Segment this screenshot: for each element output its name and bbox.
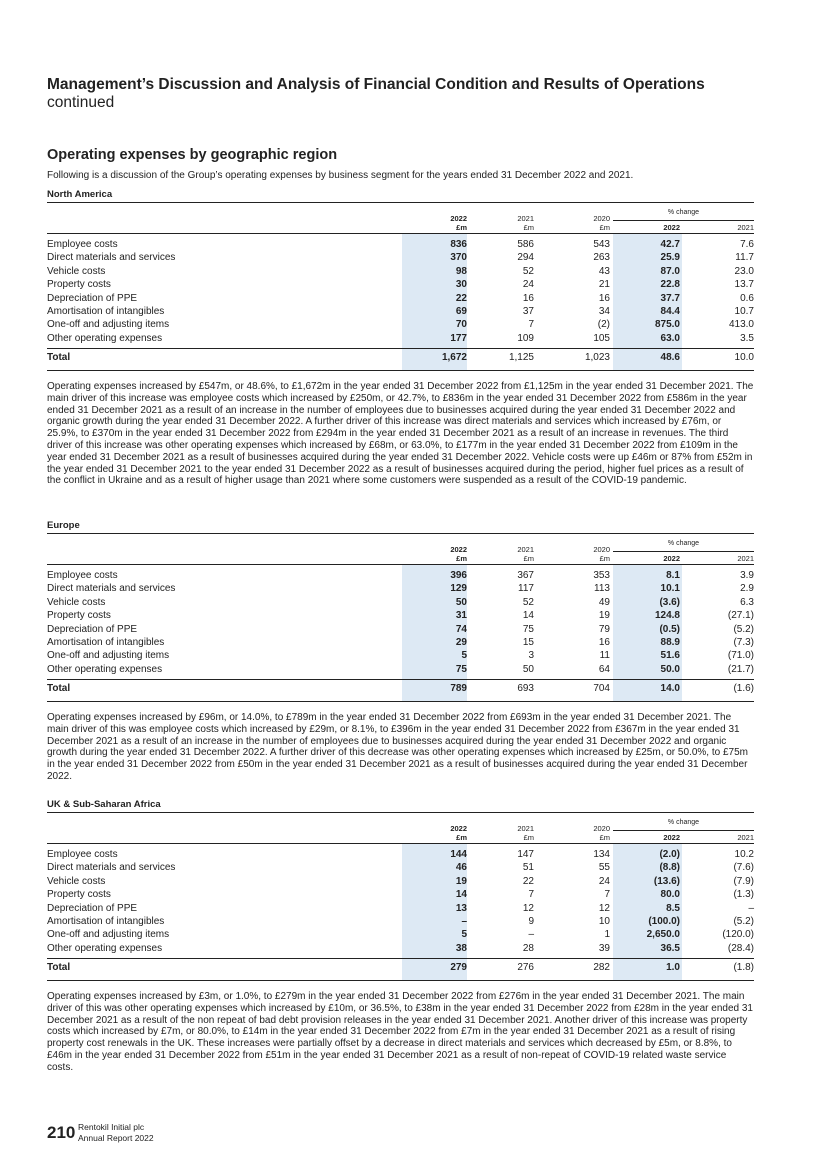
total-rule <box>47 679 754 680</box>
cell-pct-2021: (71.0) <box>727 650 754 662</box>
total-2022: 789 <box>450 683 467 694</box>
cell-pct-2022: 84.4 <box>660 305 680 317</box>
total-label: Total <box>47 352 71 363</box>
total-pct-2021: (1.6) <box>733 683 754 694</box>
page-title: Management’s Discussion and Analysis of Financial Condition and Results of Operations <box>47 76 705 93</box>
cell-2022: 396 <box>450 570 467 581</box>
expense-table <box>47 534 754 702</box>
col-header-2020 <box>593 545 610 563</box>
cell-2020: 79 <box>598 623 610 635</box>
company-name: Rentokil Initial plc <box>78 1122 145 1132</box>
table-row <box>47 238 754 251</box>
table-row <box>47 609 754 622</box>
cell-2022: 13 <box>455 902 467 914</box>
cell-pct-2022: (0.5) <box>659 623 680 635</box>
col-header-pct-2021: 2021 <box>737 833 754 842</box>
cell-2021: 147 <box>517 849 534 860</box>
col-header-2021-unit: £m <box>523 223 534 232</box>
cell-pct-2022: 2,650.0 <box>646 929 680 941</box>
cell-pct-2022: 37.7 <box>660 292 680 304</box>
col-header-2020-unit: £m <box>599 554 610 563</box>
footer-company <box>78 1122 154 1144</box>
total-row <box>47 682 754 696</box>
cell-2022: 69 <box>455 305 467 317</box>
cell-pct-2022: 25.9 <box>660 252 680 264</box>
cell-pct-2022: 22.8 <box>660 279 680 291</box>
page-number: 210 <box>47 1123 76 1142</box>
table-row <box>47 663 754 676</box>
cell-2021: 37 <box>522 305 534 317</box>
row-label: Direct materials and services <box>47 583 176 595</box>
table-row <box>47 582 754 595</box>
row-label: Other operating expenses <box>47 663 163 675</box>
cell-pct-2022: (13.6) <box>653 875 680 887</box>
total-pct-2022: 1.0 <box>666 962 680 973</box>
table-row <box>47 569 754 582</box>
expense-table <box>47 813 754 981</box>
row-label: One-off and adjusting items <box>47 650 170 662</box>
row-label: Direct materials and services <box>47 252 176 264</box>
cell-2021: 12 <box>522 902 534 914</box>
cell-2021: 16 <box>522 292 534 304</box>
cell-pct-2022: 8.1 <box>666 570 680 581</box>
cell-pct-2022: 875.0 <box>654 319 680 331</box>
cell-2021: 15 <box>522 636 534 648</box>
row-label: Property costs <box>47 279 111 291</box>
page-subtitle: continued <box>47 94 115 111</box>
col-header-2022 <box>450 824 467 842</box>
cell-2021: 9 <box>528 915 534 927</box>
cell-2022: 30 <box>455 279 467 291</box>
total-2021: 276 <box>517 962 534 973</box>
total-pct-2022: 48.6 <box>660 352 680 363</box>
col-header-2022-unit: £m <box>456 554 467 563</box>
cell-2020: 43 <box>598 265 610 277</box>
cell-pct-2021: 413.0 <box>728 319 754 331</box>
cell-2021: 109 <box>517 332 534 344</box>
table-row <box>47 649 754 662</box>
region-paragraph: Operating expenses increased by £3m, or 1.0%, to £279m in the year ended 31 December 2022 from £276m in the year ended 31 December 2021. The main driver of this was other operating expenses which increased by £10m, or 36.5%, to £38m in the year ended 31 December 2022 from £28m in the year ended 31 December 2021 as a result of the non repeat of bad debt provision releases in the year ended 31 December 2021. Another driver of this increase was property costs which increased by £7m, or 80.0%, to £14m in the year ended 31 December 2022 from £7m in the year ended 31 December 2021 as a result of rising property cost renewals in the UK. These increases were partially offset by a decrease in direct materials and services which decreased by £5m, or 8.8%, to £46m in the year ended 31 December 2022 from £51m in the year ended 31 December 2021 as a result of non-repeat of COVID-19 related waste service costs. <box>47 991 753 1073</box>
row-label: Amortisation of intangibles <box>47 636 165 648</box>
cell-pct-2021: (5.2) <box>733 623 754 635</box>
col-header-2022-year: 2022 <box>450 824 467 833</box>
total-2022: 279 <box>450 962 467 973</box>
row-label: Amortisation of intangibles <box>47 305 165 317</box>
cell-2020: 12 <box>598 902 610 914</box>
cell-2021: 7 <box>528 889 534 901</box>
col-header-pct-2022: 2022 <box>663 833 680 842</box>
cell-2022: 144 <box>450 849 467 860</box>
report-name: Annual Report 2022 <box>78 1133 154 1143</box>
row-label: Depreciation of PPE <box>47 623 138 635</box>
cell-pct-2021: 11.7 <box>735 252 754 264</box>
table-row <box>47 888 754 901</box>
cell-2020: 11 <box>599 650 610 662</box>
cell-2021: 294 <box>517 252 534 264</box>
cell-2020: 7 <box>604 889 610 901</box>
cell-2021: 50 <box>522 663 534 675</box>
cell-2020: 134 <box>593 849 610 860</box>
cell-pct-2021: – <box>748 902 754 914</box>
header-rule <box>47 843 754 844</box>
cell-2020: 353 <box>593 570 610 581</box>
col-header-2021 <box>517 214 534 232</box>
table-row <box>47 636 754 649</box>
cell-2021: 75 <box>522 623 534 635</box>
table-row <box>47 928 754 941</box>
total-2020: 704 <box>593 683 610 694</box>
col-header-2022-year: 2022 <box>450 214 467 223</box>
cell-2020: 24 <box>598 875 610 887</box>
cell-2020: 1 <box>604 929 610 941</box>
table-body <box>47 238 754 345</box>
cell-2021: 7 <box>528 319 534 331</box>
cell-pct-2021: 13.7 <box>734 279 754 291</box>
col-header-2022-year: 2022 <box>450 545 467 554</box>
row-label: Employee costs <box>47 570 118 581</box>
pct-change-header: % change <box>667 819 700 826</box>
cell-2022: 98 <box>455 265 467 277</box>
cell-2022: 14 <box>455 889 467 901</box>
table-row <box>47 318 754 331</box>
cell-2022: 19 <box>455 875 467 887</box>
cell-pct-2021: (120.0) <box>722 929 754 941</box>
cell-pct-2022: (8.8) <box>659 862 680 874</box>
cell-2021: 28 <box>522 942 534 954</box>
col-header-pct-2022: 2022 <box>663 223 680 232</box>
row-label: Property costs <box>47 889 111 901</box>
cell-pct-2021: 3.5 <box>740 332 754 344</box>
cell-2021: 3 <box>528 650 534 662</box>
cell-2020: 105 <box>593 332 610 344</box>
cell-2021: 14 <box>522 610 534 622</box>
cell-2021: 51 <box>522 862 534 874</box>
col-header-2020 <box>593 214 610 232</box>
cell-pct-2022: 51.6 <box>660 650 680 662</box>
cell-pct-2021: (28.4) <box>727 942 754 954</box>
col-header-pct-2022: 2022 <box>663 554 680 563</box>
cell-2020: 10 <box>598 915 610 927</box>
table-row <box>47 848 754 861</box>
col-header-pct-2021: 2021 <box>737 554 754 563</box>
cell-pct-2021: 23.0 <box>734 265 754 277</box>
total-2020: 282 <box>593 962 610 973</box>
row-label: One-off and adjusting items <box>47 929 170 941</box>
table-body <box>47 569 754 676</box>
cell-2022: 70 <box>455 319 467 331</box>
cell-2020: 34 <box>598 305 610 317</box>
table-row <box>47 278 754 291</box>
row-label: Depreciation of PPE <box>47 292 138 304</box>
cell-pct-2022: 63.0 <box>660 332 680 344</box>
cell-2022: – <box>461 915 467 927</box>
col-header-2021 <box>517 824 534 842</box>
table-row <box>47 915 754 928</box>
header-rule <box>47 233 754 234</box>
pct-change-header: % change <box>667 209 700 216</box>
col-header-2022-unit: £m <box>456 833 467 842</box>
total-label: Total <box>47 683 71 694</box>
col-header-2022-unit: £m <box>456 223 467 232</box>
pct-change-rule <box>613 551 754 552</box>
cell-2022: 38 <box>455 942 467 954</box>
cell-2021: 24 <box>522 279 534 291</box>
col-header-2022 <box>450 214 467 232</box>
cell-2022: 129 <box>450 583 467 595</box>
cell-pct-2022: 42.7 <box>660 239 680 250</box>
total-pct-2021: (1.8) <box>733 962 754 973</box>
row-label: Depreciation of PPE <box>47 902 138 914</box>
expense-table <box>47 203 754 371</box>
section-title: Operating expenses by geographic region <box>47 147 338 163</box>
region-section <box>47 189 754 487</box>
cell-2021: 586 <box>517 239 534 250</box>
col-header-2020-year: 2020 <box>593 545 610 554</box>
cell-pct-2022: 10.1 <box>660 583 680 595</box>
section-intro: Following is a discussion of the Group’s operating expenses by business segment for the years ended 31 December 2022 and 2021. <box>47 170 634 181</box>
table-row <box>47 942 754 955</box>
cell-pct-2021: 6.3 <box>740 596 754 608</box>
cell-2022: 31 <box>455 610 467 622</box>
row-label: Direct materials and services <box>47 862 176 874</box>
total-label: Total <box>47 962 71 973</box>
row-label: Employee costs <box>47 849 118 860</box>
cell-pct-2022: 88.9 <box>660 636 680 648</box>
region-section <box>47 520 754 782</box>
cell-2022: 370 <box>450 252 467 264</box>
total-pct-2022: 14.0 <box>660 683 680 694</box>
cell-2020: 21 <box>598 279 610 291</box>
cell-2021: 52 <box>522 265 534 277</box>
cell-2022: 75 <box>455 663 467 675</box>
cell-2020: 64 <box>598 663 610 675</box>
pct-change-header: % change <box>667 540 700 547</box>
region-title: Europe <box>47 520 80 531</box>
table-body <box>47 848 754 955</box>
bottom-rule <box>47 701 754 702</box>
table-row <box>47 875 754 888</box>
col-header-2020 <box>593 824 610 842</box>
cell-2021: 117 <box>518 583 534 595</box>
total-2021: 693 <box>517 683 534 694</box>
col-header-2021-unit: £m <box>523 833 534 842</box>
table-row <box>47 861 754 874</box>
cell-2022: 74 <box>455 623 467 635</box>
col-header-2020-unit: £m <box>599 223 610 232</box>
total-2020: 1,023 <box>584 352 610 363</box>
cell-2020: 49 <box>598 596 610 608</box>
bottom-rule <box>47 980 754 981</box>
table-row <box>47 305 754 318</box>
cell-2022: 836 <box>450 239 467 250</box>
cell-pct-2021: 7.6 <box>740 239 754 250</box>
col-header-2020-year: 2020 <box>593 824 610 833</box>
region-paragraph: Operating expenses increased by £96m, or 14.0%, to £789m in the year ended 31 December 2022 from £693m in the year ended 31 December 2021. The main driver of this was employee costs which increased by £29m, or 8.1%, to £396m in the year ended 31 December 2022 from £367m in the year ended 31 December 2021 as a result of an increase in the number of employees due to businesses acquired during the year ended 31 December 2022 and organic growth during the year ended 31 December 2022. A further driver of this decrease was other operating expenses which increased by £25m, or 50.0%, to £75m in the year ended 31 December 2022 from £50m in the year ended 31 December 2021 as a result of businesses acquired during the year ended 31 December 2022. <box>47 712 748 782</box>
row-label: Other operating expenses <box>47 942 163 954</box>
region-title: North America <box>47 189 113 200</box>
cell-2022: 50 <box>455 596 467 608</box>
cell-pct-2022: (2.0) <box>659 849 680 860</box>
col-header-2021-unit: £m <box>523 554 534 563</box>
cell-pct-2021: (27.1) <box>727 610 754 622</box>
cell-pct-2021: (7.9) <box>733 875 754 887</box>
table-row <box>47 623 754 636</box>
row-label: Other operating expenses <box>47 332 163 344</box>
cell-2022: 5 <box>461 929 467 941</box>
cell-pct-2022: (100.0) <box>648 915 680 927</box>
region-section <box>47 799 754 1073</box>
bottom-rule <box>47 370 754 371</box>
region-title: UK & Sub-Saharan Africa <box>47 799 161 810</box>
table-row <box>47 265 754 278</box>
cell-pct-2021: (1.3) <box>733 889 754 901</box>
row-label: Property costs <box>47 610 111 622</box>
col-header-2021-year: 2021 <box>517 824 534 833</box>
col-header-2020-year: 2020 <box>593 214 610 223</box>
cell-pct-2022: 87.0 <box>660 265 680 277</box>
cell-pct-2021: 10.7 <box>734 305 754 317</box>
total-rule <box>47 958 754 959</box>
table-row <box>47 332 754 345</box>
cell-pct-2022: 36.5 <box>660 942 680 954</box>
cell-2022: 46 <box>455 862 467 874</box>
row-label: Employee costs <box>47 239 118 250</box>
cell-pct-2021: (5.2) <box>733 915 754 927</box>
col-header-2021-year: 2021 <box>517 214 534 223</box>
cell-2021: 367 <box>517 570 534 581</box>
cell-2020: 16 <box>598 636 610 648</box>
table-row <box>47 292 754 305</box>
row-label: One-off and adjusting items <box>47 319 170 331</box>
cell-pct-2021: (21.7) <box>727 663 754 675</box>
cell-2021: 52 <box>522 596 534 608</box>
header-rule <box>47 564 754 565</box>
cell-pct-2021: 10.2 <box>734 849 754 860</box>
region-paragraph: Operating expenses increased by £547m, or 48.6%, to £1,672m in the year ended 31 December 2022 from £1,125m in the year ended 31 December 2021. The main driver of this increase was employee costs which increased by £250m, or 42.7%, to £836m in the year ended 31 December 2022 from £586m in the year ended 31 December 2021 as a result of an increase in the number of employees due to businesses acquired during the year ended 31 December 2022 and organic growth during the year ended 31 December 2022. A further driver of this increase was direct materials and services which increased by £76m, or 25.9%, to £370m in the year ended 31 December 2022 from £294m in the year ended 31 December 2021 as a result of an increase in revenues. The third driver of this increase was other operating expenses which increased by £68m, or 63.0%, to £177m in the year ended 31 December 2022 from £109m in the year ended 31 December 2021 as a result of businesses acquired during the year ended 31 December 2022. Vehicle costs were up £46m or 87% from £52m in the year ended 31 December 2021 to the year ended 31 December 2022 as a result of businesses acquired during the period, higher fuel prices as a result of the conflict in Ukraine and as a result of higher usage than 2021 where some customers were suspended as a result of the COVID-19 pandemic. <box>47 381 754 487</box>
col-header-2020-unit: £m <box>599 833 610 842</box>
cell-pct-2021: (7.3) <box>733 636 754 648</box>
cell-pct-2022: 50.0 <box>660 663 680 675</box>
cell-2021: 22 <box>522 875 534 887</box>
cell-pct-2022: 80.0 <box>660 889 680 901</box>
cell-pct-2021: 0.6 <box>740 292 754 304</box>
total-2022: 1,672 <box>441 352 467 363</box>
cell-pct-2022: 8.5 <box>666 902 680 914</box>
table-row <box>47 902 754 915</box>
cell-2022: 5 <box>461 650 467 662</box>
cell-2020: 55 <box>598 862 610 874</box>
pct-change-rule <box>613 830 754 831</box>
cell-pct-2021: 3.9 <box>740 570 754 581</box>
total-rule <box>47 348 754 349</box>
col-header-2022 <box>450 545 467 563</box>
cell-pct-2021: 2.9 <box>740 583 754 595</box>
col-header-pct-2021: 2021 <box>737 223 754 232</box>
table-row <box>47 596 754 609</box>
cell-2020: 19 <box>598 610 610 622</box>
row-label: Amortisation of intangibles <box>47 915 165 927</box>
total-row <box>47 351 754 365</box>
cell-2020: 16 <box>598 292 610 304</box>
row-label: Vehicle costs <box>47 265 106 277</box>
cell-2020: (2) <box>597 319 610 331</box>
col-header-2021-year: 2021 <box>517 545 534 554</box>
total-row <box>47 961 754 975</box>
total-pct-2021: 10.0 <box>734 352 754 363</box>
row-label: Vehicle costs <box>47 875 106 887</box>
cell-2022: 29 <box>455 636 467 648</box>
cell-2020: 263 <box>593 252 610 264</box>
cell-2020: 543 <box>593 239 610 250</box>
table-row <box>47 251 754 264</box>
pct-change-rule <box>613 220 754 221</box>
cell-pct-2021: (7.6) <box>733 862 754 874</box>
cell-2022: 22 <box>455 292 467 304</box>
cell-2021: – <box>528 929 534 941</box>
cell-pct-2022: (3.6) <box>659 596 680 608</box>
cell-pct-2022: 124.8 <box>654 610 680 622</box>
cell-2020: 39 <box>598 942 610 954</box>
total-2021: 1,125 <box>508 352 534 363</box>
col-header-2021 <box>517 545 534 563</box>
cell-2020: 113 <box>594 583 610 595</box>
row-label: Vehicle costs <box>47 596 106 608</box>
cell-2022: 177 <box>450 332 467 344</box>
